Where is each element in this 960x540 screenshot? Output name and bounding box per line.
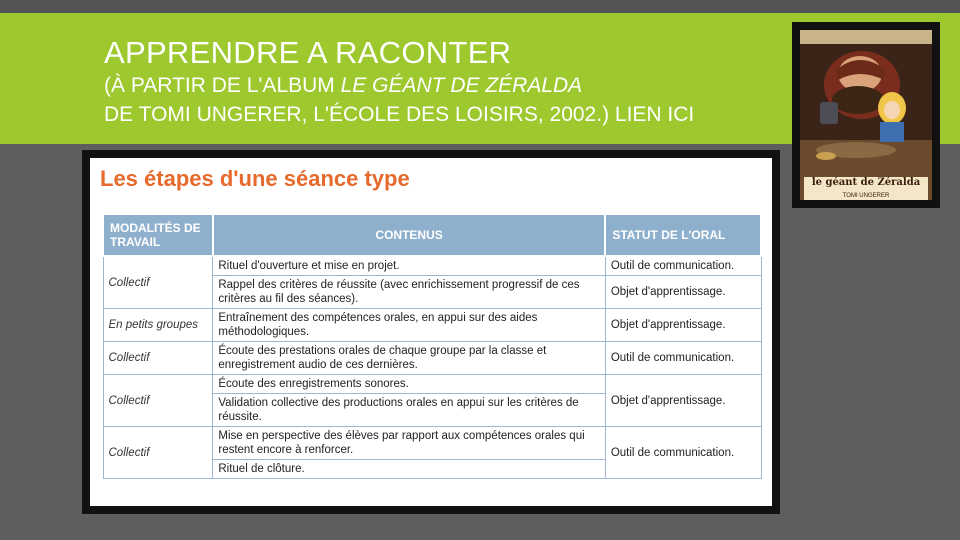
subtitle-prefix: (À PARTIR DE L'ALBUM (104, 74, 341, 97)
cell-modalite: Collectif (103, 427, 213, 479)
cell-modalite: Collectif (103, 342, 213, 375)
slide-subtitle-line1 (104, 74, 582, 98)
table-header-row (103, 214, 761, 256)
cell-statut: Objet d'apprentissage. (605, 309, 761, 342)
cell-contenu: Écoute des prestations orales de chaque groupe par la classe et enregistrement audio de ces dernières. (213, 342, 605, 375)
table-row (103, 309, 761, 342)
table-row (103, 342, 761, 375)
book-cover-author: TOMI UNGERER (804, 192, 928, 200)
cell-contenu: Rituel d'ouverture et mise en projet. (213, 256, 605, 276)
slide-title: APPRENDRE A RACONTER (104, 35, 512, 70)
subtitle-book-title: LE GÉANT DE ZÉRALDA (340, 74, 583, 97)
contenu-line: Rituel de clôture. (213, 459, 604, 476)
table-panel-inner (90, 158, 772, 506)
cell-contenu (213, 375, 605, 427)
cell-statut: Outil de communication. (605, 256, 761, 276)
cell-statut: Outil de communication. (605, 427, 761, 479)
contenu-line: Validation collective des productions orales en appui sur les critères de réussite. (213, 393, 604, 424)
table-row (103, 256, 761, 276)
cell-modalite: Collectif (103, 375, 213, 427)
book-cover-illustration (800, 30, 932, 200)
cell-contenu (213, 427, 605, 479)
column-header-contenus: CONTENUS (213, 214, 605, 256)
table-heading: Les étapes d'une séance type (100, 166, 410, 191)
cell-contenu: Rappel des critères de réussite (avec enrichissement progressif de ces critères au fil des séances). (213, 276, 605, 309)
table-image-panel (82, 150, 780, 514)
steps-table (102, 213, 762, 479)
cell-statut: Outil de communication. (605, 342, 761, 375)
cell-modalite: Collectif (103, 256, 213, 309)
book-cover-title: le géant de Zéralda (804, 177, 928, 195)
contenu-line: Écoute des enregistrements sonores. (218, 378, 409, 390)
table-row (103, 427, 761, 479)
cell-contenu: Entraînement des compétences orales, en appui sur des aides méthodologiques. (213, 309, 605, 342)
column-header-modalites: MODALITÉS DE TRAVAIL (103, 214, 213, 256)
column-header-statut: STATUT DE L'ORAL (605, 214, 761, 256)
cell-modalite: En petits groupes (103, 309, 213, 342)
contenu-line: Mise en perspective des élèves par rapport aux compétences orales qui restent encore à renforcer. (218, 430, 585, 456)
cell-statut: Objet d'apprentissage. (605, 276, 761, 309)
top-strip (0, 0, 960, 13)
book-cover (792, 22, 940, 208)
cell-statut: Objet d'apprentissage. (605, 375, 761, 427)
giant-illustration (800, 30, 932, 200)
table-row (103, 375, 761, 427)
slide-subtitle-line2[interactable]: DE TOMI UNGERER, L'ÉCOLE DES LOISIRS, 2002.) LIEN ICI (104, 103, 695, 126)
